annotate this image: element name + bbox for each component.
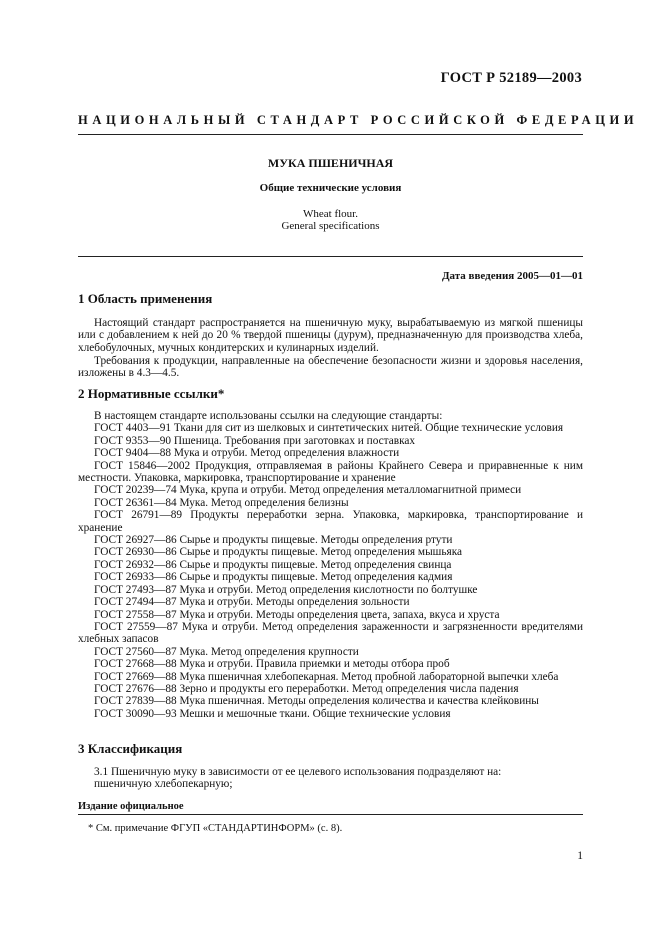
- official-edition-label: Издание официальное: [78, 801, 184, 812]
- reference-item: ГОСТ 27494—87 Мука и отруби. Методы определения зольности: [94, 596, 410, 609]
- reference-item: ГОСТ 27669—88 Мука пшеничная хлебопекарная. Метод пробной лабораторной выпечки хлеба: [94, 670, 559, 683]
- reference-item: ГОСТ 27676—88 Зерно и продукты его переработки. Метод определения числа падения: [94, 682, 519, 695]
- reference-item: ГОСТ 27493—87 Мука и отруби. Метод определения кислотности по болтушке: [94, 583, 478, 596]
- reference-item: ГОСТ 9353—90 Пшеница. Требования при заготовках и поставках: [94, 434, 416, 447]
- classification-line-1: 3.1 Пшеничную муку в зависимости от ее целевого использования подразделяют на:: [94, 766, 502, 778]
- page-number: 1: [577, 850, 583, 862]
- reference-item: ГОСТ 26930—86 Сырье и продукты пищевые. Метод определения мышьяка: [94, 546, 463, 559]
- reference-item: ГОСТ 27668—88 Мука и отруби. Правила приемки и методы отбора проб: [94, 658, 450, 671]
- footer-rule: [78, 814, 583, 815]
- section-heading-scope: 1 Область применения: [78, 291, 213, 306]
- reference-item: ГОСТ 15846—2002 Продукция, отправляемая в районы Крайнего Севера и приравненные к ним местности. Упаковка, маркировка, транспортирование и хранение: [78, 459, 583, 485]
- document-title: МУКА ПШЕНИЧНАЯ: [267, 156, 394, 170]
- title-rule: [78, 256, 583, 257]
- section-heading-references: 2 Нормативные ссылки*: [78, 386, 225, 401]
- scope-paragraph-1: Настоящий стандарт распространяется на пшеничную муку, вырабатываемую из мягкой пшеницы или с добавлением к ней до 20 % твердой пшеницы (дурум), предназначенную для производства хлеба, хлебобулочных, мучных кондитерских и кулинарных изделий.: [78, 317, 583, 354]
- reference-item: ГОСТ 27559—87 Мука и отруби. Метод определения зараженности и загрязненности вредителями хлебных запасов: [78, 620, 583, 646]
- reference-item: ГОСТ 4403—91 Ткани для сит из шелковых и синтетических нитей. Общие технические условия: [94, 422, 564, 435]
- references-list: [78, 410, 583, 720]
- section-heading-classification: 3 Классификация: [78, 741, 183, 756]
- reference-item: ГОСТ 30090—93 Мешки и мешочные ткани. Общие технические условия: [94, 707, 451, 720]
- reference-item: ГОСТ 27839—88 Мука пшеничная. Методы определения количества и качества клейковины: [94, 695, 539, 708]
- reference-item: ГОСТ 26933—86 Сырье и продукты пищевые. Метод определения кадмия: [94, 571, 453, 584]
- gost-number: ГОСТ Р 52189—2003: [440, 70, 582, 86]
- reference-item: ГОСТ 9404—88 Мука и отруби. Метод определения влажности: [94, 447, 400, 460]
- national-standard-title: НАЦИОНАЛЬНЫЙ СТАНДАРТ РОССИЙСКОЙ ФЕДЕРАЦИИ: [78, 113, 639, 127]
- reference-item: ГОСТ 26932—86 Сырье и продукты пищевые. Метод определения свинца: [94, 558, 452, 571]
- document-subtitle: Общие технические условия: [259, 182, 402, 194]
- english-title-line2: General specifications: [281, 220, 380, 232]
- classification-line-2: пшеничную хлебопекарную;: [94, 778, 233, 790]
- reference-item: ГОСТ 27558—87 Мука и отруби. Методы определения цвета, запаха, вкуса и хруста: [94, 608, 500, 621]
- reference-item: ГОСТ 26927—86 Сырье и продукты пищевые. Методы определения ртути: [94, 534, 453, 547]
- footnote: * См. примечание ФГУП «СТАНДАРТИНФОРМ» (с. 8).: [88, 823, 343, 834]
- english-title-line1: Wheat flour.: [303, 208, 358, 220]
- scope-paragraph-2: Требования к продукции, направленные на обеспечение безопасности жизни и здоровья населения, изложены в 4.3—4.5.: [78, 355, 583, 380]
- references-intro: В настоящем стандарте использованы ссылки на следующие стандарты:: [94, 410, 443, 422]
- reference-item: ГОСТ 26791—89 Продукты переработки зерна. Упаковка, маркировка, транспортирование и хранение: [78, 509, 583, 534]
- effective-date: Дата введения 2005—01—01: [441, 270, 583, 282]
- reference-item: ГОСТ 27560—87 Мука. Метод определения крупности: [94, 645, 359, 658]
- header-rule: [78, 134, 583, 135]
- reference-item: ГОСТ 20239—74 Мука, крупа и отруби. Метод определения металломагнитной примеси: [94, 484, 522, 497]
- reference-item: ГОСТ 26361—84 Мука. Метод определения белизны: [94, 496, 349, 509]
